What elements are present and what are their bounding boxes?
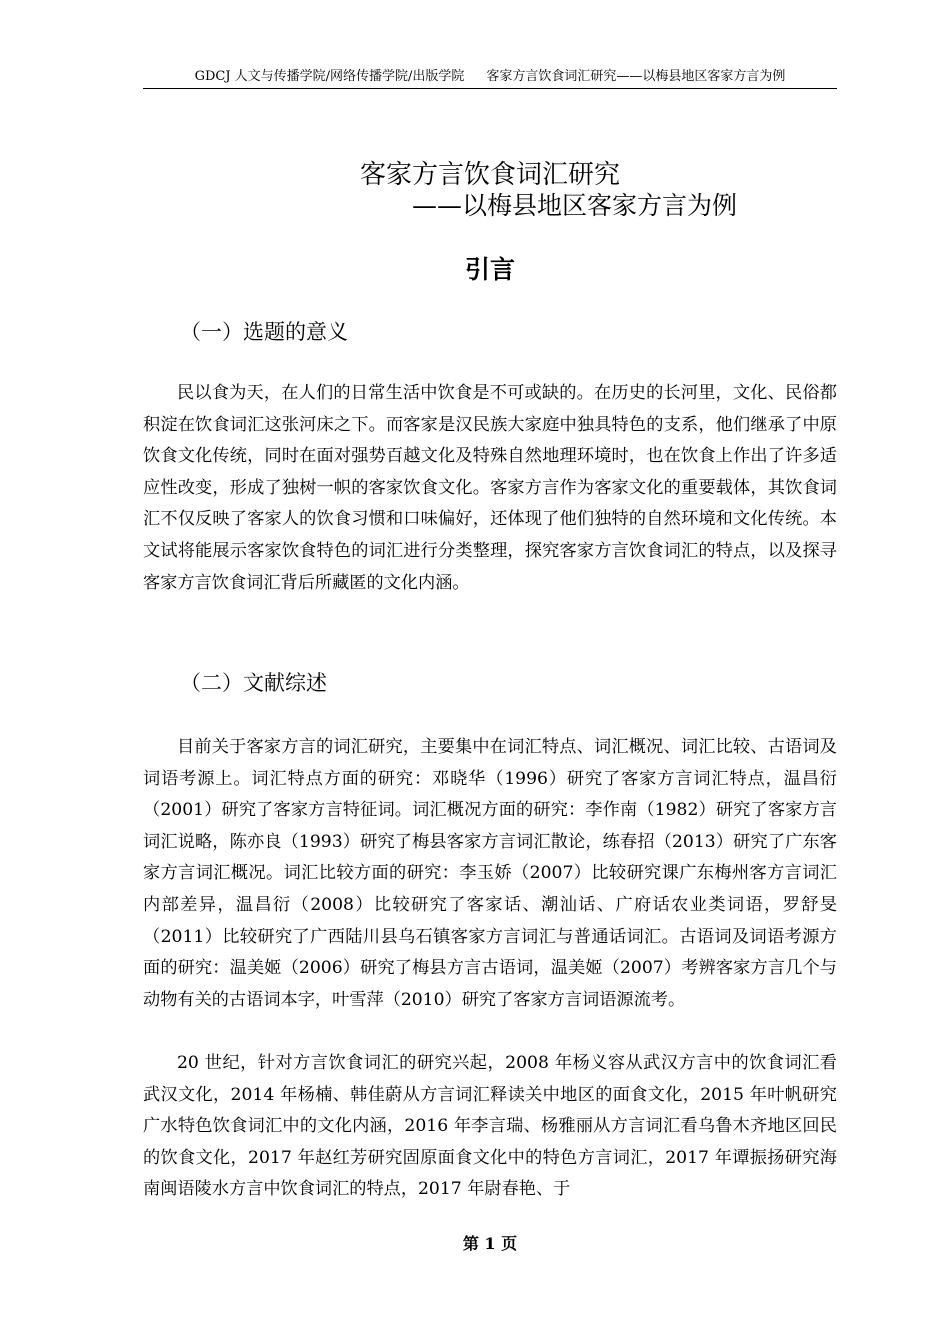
paper-subtitle: ——以梅县地区客家方言为例 (412, 191, 738, 220)
paragraph: 民以食为天，在人们的日常生活中饮食是不可或缺的。在历史的长河里，文化、民俗都积淀在饮食词汇这张河床之下。而客家是汉民族大家庭中独具特色的支系，他们继承了中原饮食文化传统，同时在面对强势百越文化及特殊自然地理环境时，也在饮食上作出了许多适应性改变，形成了独树一帜的客家饮食文化。客家方言作为客家文化的重要载体，其饮食词汇不仅反映了客家人的饮食习惯和口味偏好，还体现了他们独特的自然环境和文化传统。本文试将能展示客家饮食特色的词汇进行分类整理，探究客家方言饮食词汇的特点，以及探寻客家方言饮食词汇背后所藏匿的文化内涵。 (143, 383, 837, 593)
page-number: 第 1 页 (462, 1234, 518, 1253)
header-paper-title: 客家方言饮食词汇研究——以梅县地区客家方言为例 (486, 69, 786, 84)
page-header (143, 68, 837, 89)
paragraph: 20 世纪，针对方言饮食词汇的研究兴起，2008 年杨义容从武汉方言中的饮食词汇看武汉文化，2014 年杨楠、韩佳蔚从方言词汇释读关中地区的面食文化，2015 年叶帆研究广水特色饮食词汇中的文化内涵，2016 年李言瑞、杨雅丽从方言词汇看乌鲁木齐地区回民的饮食文化，2017 年赵红芳研究固原面食文化中的特色方言词汇，2017 年谭振扬研究海南闽语陵水方言中饮食词汇的特点，2017 年尉春艳、于 (143, 1053, 837, 1200)
paper-title: 客家方言饮食词汇研究 (359, 160, 620, 190)
section-heading-significance: （一）选题的意义 (180, 320, 348, 344)
header-institution: GDCJ 人文与传播学院/网络传播学院/出版学院 (194, 69, 465, 84)
section-heading-literature-review: （二）文献综述 (180, 671, 327, 695)
paragraph: 目前关于客家方言的词汇研究，主要集中在词汇特点、词汇概况、词汇比较、古语词及词语考源上。词汇特点方面的研究：邓晓华（1996）研究了客家方言词汇特点，温昌衍（2001）研究了客家方言特征词。词汇概况方面的研究：李作南（1982）研究了客家方言词汇说略，陈亦良（1993）研究了梅县客家方言词汇散论，练春招（2013）研究了广东客家方言词汇概况。词汇比较方面的研究：李玉娇（2007）比较研究课广东梅州客方言词汇内部差异，温昌衍（2008）比较研究了客家话、潮汕话、广府话农业类词语，罗舒旻（2011）比较研究了广西陆川县乌石镇客家方言词汇与普通话词汇。古语词及词语考源方面的研究：温美姬（2006）研究了梅县方言古语词，温美姬（2007）考辨客家方言几个与动物有关的古语词本字，叶雪萍（2010）研究了客家方言词语源流考。 (143, 737, 837, 1010)
intro-heading: 引言 (464, 255, 515, 284)
